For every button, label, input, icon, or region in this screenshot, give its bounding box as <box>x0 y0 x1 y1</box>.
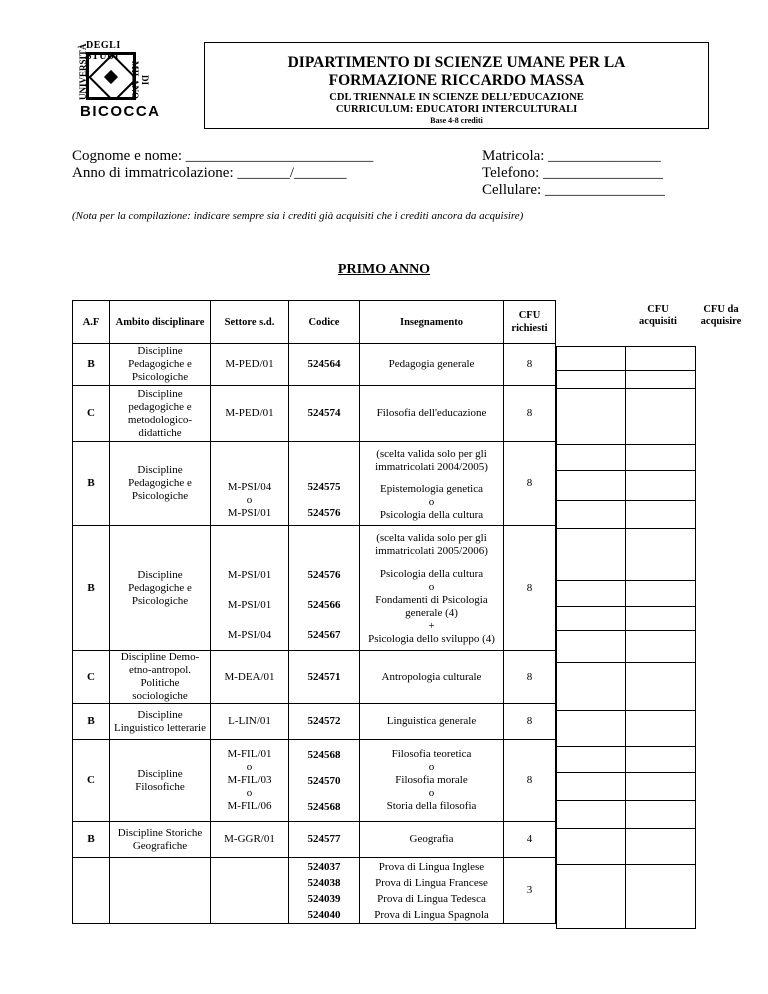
row-insegnamento: Geografia <box>360 822 504 858</box>
row-af: C <box>73 651 110 704</box>
ins-a: Filosofia teoretica <box>391 748 472 760</box>
section-title: PRIMO ANNO <box>337 262 431 277</box>
table-row <box>73 386 556 442</box>
row-cfu: 8 <box>504 740 556 822</box>
row-cfu: 3 <box>504 858 556 924</box>
row-af: B <box>73 344 110 386</box>
row-ambito: Discipline Pedagogiche e Psicologiche <box>110 526 211 651</box>
codice-b: 524566 <box>307 599 341 611</box>
settore-b: M-FIL/03 <box>227 774 272 786</box>
settore-c: M-PSI/04 <box>227 629 272 641</box>
row-codice: 524572 <box>289 704 360 740</box>
row-note: (scelta valida solo per gli immatricolati 2005/2006) <box>360 526 504 564</box>
ins-a: Epistemologia genetica <box>380 482 483 495</box>
col-af: A.F <box>73 301 110 344</box>
ins-b: Fondamenti di Psicologia generale (4) <box>375 593 488 619</box>
row-ambito: Discipline Storiche Geografiche <box>110 822 211 858</box>
ins-b: Filosofia morale <box>395 774 468 786</box>
col-ambito: Ambito disciplinare <box>110 301 211 344</box>
row-codice <box>289 740 360 822</box>
ins-c: Psicologia dello sviluppo (4) <box>368 632 495 645</box>
row-settore: M-GGR/01 <box>211 822 289 858</box>
header-line3: CDL TRIENNALE IN SCIENZE DELL’EDUCAZIONE <box>329 92 584 103</box>
row-settore: M-PED/01 <box>211 386 289 442</box>
row-settore: M-DEA/01 <box>211 651 289 704</box>
row-insegnamento: Antropologia culturale <box>360 651 504 704</box>
row-codice <box>289 858 360 924</box>
row-insegnamento <box>360 480 504 526</box>
header-line1: DIPARTIMENTO DI SCIENZE UMANE PER LA <box>287 54 626 71</box>
prova-spagnola: Prova di Lingua Spagnola <box>374 908 489 921</box>
settore-or: o <box>246 787 253 799</box>
ins-or: o <box>428 580 435 593</box>
student-info-left <box>72 148 373 182</box>
col-codice: Codice <box>289 301 360 344</box>
table-header-row <box>73 301 556 344</box>
year-field[interactable]: Anno di immatricolazione: _______/_______ <box>72 165 347 181</box>
table-row <box>73 344 556 386</box>
row-settore <box>211 526 289 651</box>
codice-a: 524568 <box>307 748 341 761</box>
row-af: C <box>73 740 110 822</box>
row-ambito: Discipline Filosofiche <box>110 740 211 822</box>
header-box <box>204 42 709 129</box>
row-cfu: 8 <box>504 526 556 651</box>
settore-or: o <box>246 761 253 773</box>
row-cfu: 8 <box>504 704 556 740</box>
cellulare-field[interactable]: Cellulare: ________________ <box>482 182 665 198</box>
table-row <box>73 740 556 822</box>
table-row <box>73 442 556 480</box>
table-row <box>73 822 556 858</box>
settore-a: M-PSI/01 <box>227 569 272 581</box>
row-insegnamento <box>360 858 504 924</box>
codice-a: 524576 <box>307 569 341 581</box>
cfu-acquisiti-cells[interactable] <box>556 346 626 928</box>
row-ambito <box>110 858 211 924</box>
col-insegnamento: Insegnamento <box>360 301 504 344</box>
header-line2: FORMAZIONE RICCARDO MASSA <box>328 72 585 89</box>
settore-a: M-PSI/04 <box>227 481 272 493</box>
row-codice: 524574 <box>289 386 360 442</box>
ins-c: Storia della filosofia <box>386 800 477 812</box>
row-codice <box>289 442 360 526</box>
codice-francese: 524038 <box>307 876 341 889</box>
row-insegnamento: Linguistica generale <box>360 704 504 740</box>
col-cfu-da-acquisire: CFU da acquisire <box>700 304 742 327</box>
row-cfu: 8 <box>504 344 556 386</box>
col-cfu-richiesti: CFU richiesti <box>504 301 556 344</box>
settore-a: M-FIL/01 <box>227 748 272 760</box>
logo-left-text: UNIVERSITÀ <box>78 43 88 100</box>
ins-b: Psicologia della cultura <box>379 508 484 521</box>
ins-or: o <box>428 787 435 799</box>
table-row <box>73 526 556 564</box>
row-insegnamento: Filosofia dell'educazione <box>360 386 504 442</box>
row-settore: L-LIN/01 <box>211 704 289 740</box>
codice-inglese: 524037 <box>307 860 341 873</box>
row-codice: 524564 <box>289 344 360 386</box>
university-logo <box>72 40 161 120</box>
row-ambito: Discipline Pedagogiche e Psicologiche <box>110 442 211 526</box>
settore-b: M-PSI/01 <box>227 599 272 611</box>
codice-b: 524576 <box>307 507 341 519</box>
row-note: (scelta valida solo per gli immatricolati 2004/2005) <box>360 442 504 480</box>
logo-right-text: DI MILANO <box>130 61 150 99</box>
row-ambito: Discipline Demo-etno-antropol. Politiche sociologiche <box>110 651 211 704</box>
row-af: B <box>73 822 110 858</box>
ins-plus: + <box>428 619 435 632</box>
table-row <box>73 858 556 924</box>
row-cfu: 8 <box>504 442 556 526</box>
settore-or: o <box>246 494 253 506</box>
row-codice: 524577 <box>289 822 360 858</box>
codice-c: 524567 <box>307 629 341 641</box>
row-insegnamento <box>360 564 504 651</box>
row-af: B <box>73 704 110 740</box>
telefono-field[interactable]: Telefono: ________________ <box>482 165 664 181</box>
row-settore <box>211 442 289 526</box>
name-field[interactable]: Cognome e nome: _________________________ <box>72 148 374 164</box>
logo-top-text: DEGLI STUDI <box>86 40 121 62</box>
settore-c: M-FIL/06 <box>227 800 272 812</box>
logo-bottom-text: BICOCCA <box>80 103 161 120</box>
row-settore: M-PED/01 <box>211 344 289 386</box>
matricola-field[interactable]: Matricola: _______________ <box>482 148 661 164</box>
row-cfu: 8 <box>504 386 556 442</box>
table-row <box>73 651 556 704</box>
cfu-da-acquisire-cells[interactable] <box>626 346 696 928</box>
row-ambito: Discipline pedagogiche e metodologico-didattiche <box>110 386 211 442</box>
header-line4: CURRICULUM: EDUCATORI INTERCULTURALI <box>335 104 578 115</box>
row-af: C <box>73 386 110 442</box>
row-ambito: Discipline Linguistico letterarie <box>110 704 211 740</box>
col-settore: Settore s.d. <box>211 301 289 344</box>
row-cfu: 4 <box>504 822 556 858</box>
row-settore <box>211 858 289 924</box>
ins-a: Psicologia della cultura <box>379 567 484 580</box>
table-row <box>73 704 556 740</box>
codice-c: 524568 <box>307 800 341 813</box>
codice-b: 524570 <box>307 774 341 787</box>
row-codice <box>289 526 360 651</box>
row-af: B <box>73 526 110 651</box>
row-insegnamento: Pedagogia generale <box>360 344 504 386</box>
logo-emblem-icon <box>86 52 136 100</box>
codice-a: 524575 <box>307 481 341 493</box>
prova-inglese: Prova di Lingua Inglese <box>378 860 485 873</box>
row-insegnamento <box>360 740 504 822</box>
row-settore <box>211 740 289 822</box>
codice-spagnola: 524040 <box>307 908 341 921</box>
student-info-right <box>482 148 665 199</box>
row-af: B <box>73 442 110 526</box>
col-cfu-acquisiti: CFU acquisiti <box>639 304 677 327</box>
prova-francese: Prova di Lingua Francese <box>375 876 488 889</box>
codice-tedesca: 524039 <box>307 892 341 905</box>
row-codice: 524571 <box>289 651 360 704</box>
row-cfu: 8 <box>504 651 556 704</box>
prova-tedesca: Prova di Lingua Tedesca <box>377 892 486 905</box>
compilation-note: (Nota per la compilazione: indicare sempre sia i crediti già acquisiti che i crediti ancora da acquisire) <box>72 210 524 222</box>
header-line5: Base 4-8 crediti <box>430 116 483 125</box>
row-ambito: Discipline Pedagogiche e Psicologiche <box>110 344 211 386</box>
ins-or: o <box>428 761 435 773</box>
ins-or: o <box>428 495 435 508</box>
row-af <box>73 858 110 924</box>
courses-table <box>72 300 556 924</box>
settore-b: M-PSI/01 <box>227 507 272 519</box>
